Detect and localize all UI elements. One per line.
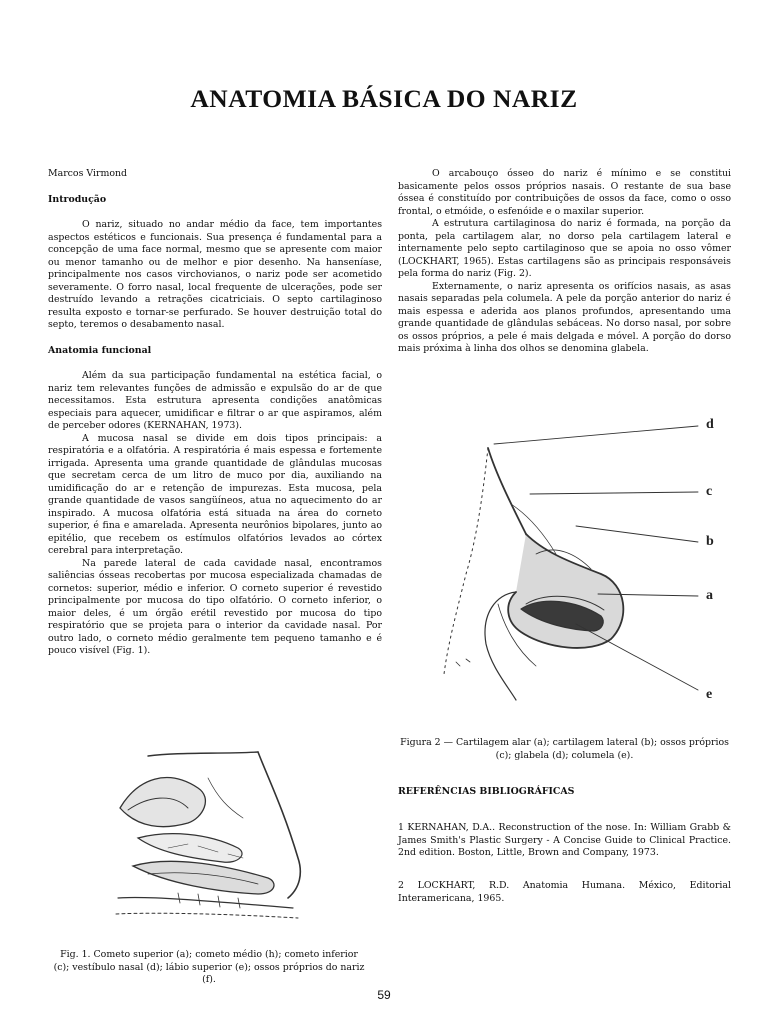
anatomy-paragraph: Na parede lateral de cada cavidade nasal, encontramos saliências ósseas recobertas por mucosa especializada chamadas de cornetos: superior, médio e inferior. O corneto superior é revestido principalmente por mucosa do tipo olfatório. O corneto inferior, o maior deles, é um órgão erétil revestido por mucosa do tipo respiratório que se projeta para o interior da cavidade nasal. Por outro lado, o corneto médio geralmente tem pequeno tamanho e é pouco visível (Fig. 1). bbox=[48, 557, 382, 656]
reference-item: 2 LOCKHART, R.D. Anatomia Humana. México, Editorial Interamericana, 1965. bbox=[398, 880, 731, 904]
article-title: ANATOMIA BÁSICA DO NARIZ bbox=[190, 84, 578, 113]
left-column bbox=[48, 168, 382, 658]
anatomy-paragraph: A mucosa nasal se divide em dois tipos principais: a respiratória e a olfatória. A respiratória é mais espessa e fortemente irrigada. Apresenta uma grande quantidade de glândulas mucosas que secretam cerca de um litro de muco por dia, auxiliando na umidificação do ar e retenção de impurezas. Esta mucosa, pela grande quantidade de vasos sangüíneos, atua no aquecimento do ar inspirado. A mucosa olfatória está situada na área do corneto superior, é fina e amarelada. Apresenta neurônios bipolares, junto ao epitélio, que recebem os estímulos olfatórios levados ao córtex cerebral para interpretação. bbox=[48, 432, 382, 556]
figure-2-nose-cartilage-illustration bbox=[426, 404, 726, 704]
anatomy-paragraph: Além da sua participação fundamental na estética facial, o nariz tem relevantes funções de admissão e expulsão do ar de que necessitamos. Esta estrutura apresenta condições anatômicas especiais para aquecer, umidificar e filtrar o ar que aspiramos, além de perceber odores (KERNAHAN, 1973). bbox=[48, 370, 382, 431]
figure-1-caption: Fig. 1. Cometo superior (a); cometo médio (h); cometo inferior (c); vestíbulo nasal (d); lábio superior (e); ossos próprios do nariz (f). bbox=[53, 949, 365, 986]
reference-item: 1 KERNAHAN, D.A.. Reconstruction of the nose. In: William Grabb & James Smith's Plastic Surgery - A Concise Guide to Clinical Practice. 2nd edition. Boston, Little, Brown and Company, 1973. bbox=[398, 822, 731, 858]
figure-2-caption: Figura 2 — Cartilagem alar (a); cartilagem lateral (b); ossos próprios (c); glabela (d); columela (e). bbox=[400, 737, 729, 761]
references-heading: REFERÊNCIAS BIBLIOGRÁFICAS bbox=[398, 786, 575, 797]
figure-2-label-c: c bbox=[706, 484, 713, 499]
intro-paragraph: O nariz, situado no andar médio da face, tem importantes aspectos estéticos e funcionais. Sua presença é fundamental para a concepção de uma face normal, mesmo que se apresente com maior ou menor tamanho ou de melhor e pior desenho. Na hanseníase, principalmente nos casos virchovianos, o nariz pode ser acometido severamente. O forro nasal, local frequente de ulcerações, pode ser destruído levando a retrações cicatriciais. O septo cartilaginoso resulta exposto e tornar-se perfurado. Se houver destruição total do septo, teremos o desabamento nasal. bbox=[48, 219, 382, 330]
intro-heading: Introdução bbox=[48, 193, 107, 205]
figure-2-label-d: d bbox=[706, 417, 714, 432]
figure-1-nasal-cavity-illustration bbox=[108, 748, 308, 926]
body-paragraph: Externamente, o nariz apresenta os orifícios nasais, as asas nasais separadas pela columela. A pele da porção anterior do nariz é mais espessa e aderida aos planos profundos, apresentando uma grande quantidade de glândulas sebáceas. No dorso nasal, por sobre os ossos próprios, a pele é mais delgada e móvel. A porção do dorso mais próxima à linha dos olhos se denomina glabela. bbox=[398, 280, 731, 354]
figure-2-label-e: e bbox=[706, 687, 713, 702]
figure-2-label-b: b bbox=[706, 534, 714, 549]
body-paragraph: O arcabouço ósseo do nariz é mínimo e se constitui basicamente pelos ossos próprios nasais. O restante de sua base óssea é constituído por contribuições de ossos da face, como o osso frontal, o etmóide, o esfenóide e o maxilar superior. bbox=[398, 168, 731, 217]
right-column bbox=[398, 168, 731, 356]
body-paragraph: A estrutura cartilaginosa do nariz é formada, na porção da ponta, pela cartilagem alar, no dorso pela cartilagem lateral e internamente pelo septo cartilaginoso que se apoia no osso vômer (LOCKHART, 1965). Estas cartilagens são as principais responsáveis pela forma do nariz (Fig. 2). bbox=[398, 218, 731, 279]
page-number: 59 bbox=[377, 988, 391, 1002]
figure-2-label-a: a bbox=[706, 588, 713, 603]
author-name: Marcos Virmond bbox=[48, 168, 128, 179]
anatomy-heading: Anatomia funcional bbox=[48, 344, 152, 356]
